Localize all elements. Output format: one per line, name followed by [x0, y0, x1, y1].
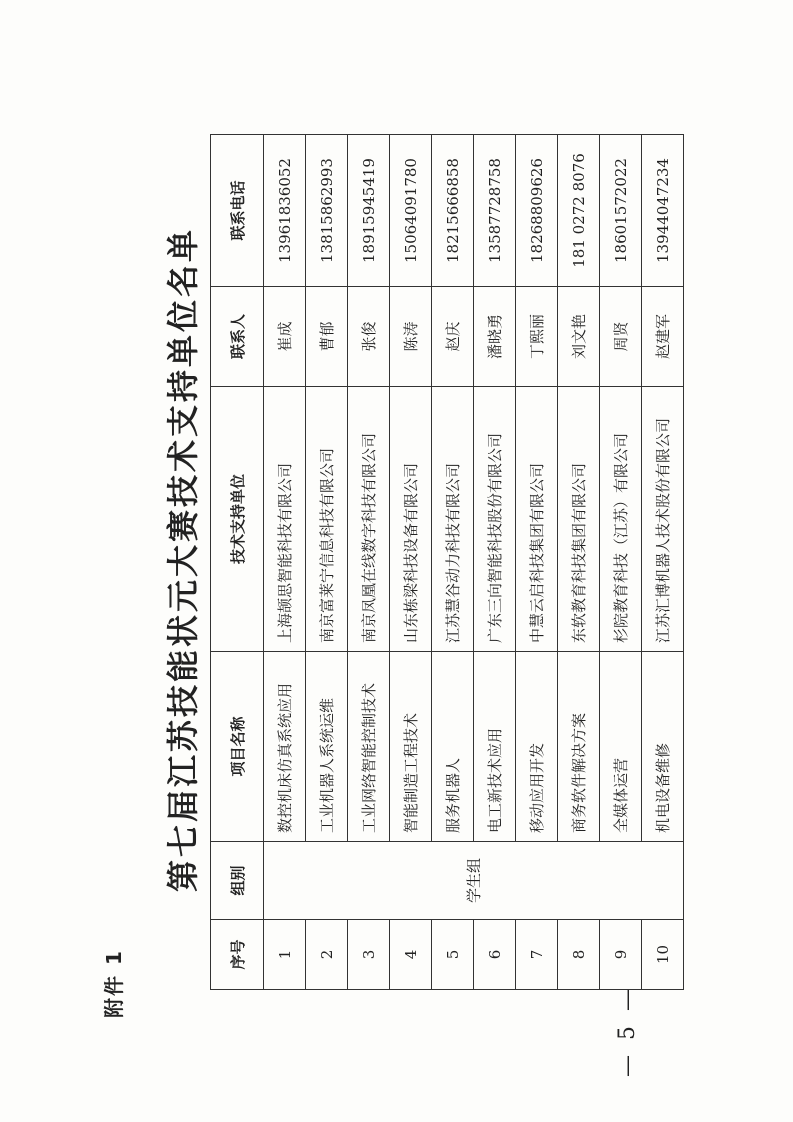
row-contact: 赵建军: [642, 287, 684, 387]
row-no: 5: [432, 920, 474, 990]
row-project: 工业网络智能控制技术: [348, 652, 390, 842]
page-number: — 5 —: [615, 985, 640, 1077]
row-phone: 18215666858: [432, 135, 474, 287]
row-unit: 南京凤凰在线数字科技有限公司: [348, 387, 390, 652]
row-contact: 崔成: [264, 287, 306, 387]
row-unit: 江苏汇博机器人技术股份有限公司: [642, 387, 684, 652]
row-project: 数控机床仿真系统应用: [264, 652, 306, 842]
row-project: 全媒体运营: [600, 652, 642, 842]
support-units-table: [210, 134, 684, 990]
row-project: 智能制造工程技术: [390, 652, 432, 842]
header-phone: 联系电话: [211, 135, 264, 287]
row-unit: 广东三向智能科技股份有限公司: [474, 387, 516, 652]
row-unit: 杉院教育科技（江苏）有限公司: [600, 387, 642, 652]
row-no: 3: [348, 920, 390, 990]
row-contact: 周贤: [600, 287, 642, 387]
row-contact: 陈涛: [390, 287, 432, 387]
row-no: 4: [390, 920, 432, 990]
header-contact: 联系人: [211, 287, 264, 387]
row-no: 9: [600, 920, 642, 990]
row-unit: 上海颉思智能科技有限公司: [264, 387, 306, 652]
row-no: 6: [474, 920, 516, 990]
row-phone: 13815862993: [306, 135, 348, 287]
row-project: 商务软件解决方案: [558, 652, 600, 842]
row-no: 7: [516, 920, 558, 990]
row-phone: 13944047234: [642, 135, 684, 287]
row-unit: 山东栋梁科技设备有限公司: [390, 387, 432, 652]
row-project: 机电设备维修: [642, 652, 684, 842]
header-no: 序号: [211, 920, 264, 990]
row-phone: 13587728758: [474, 135, 516, 287]
row-phone: 18601572022: [600, 135, 642, 287]
row-contact: 赵庆: [432, 287, 474, 387]
row-no: 10: [642, 920, 684, 990]
row-project: 移动应用开发: [516, 652, 558, 842]
row-phone: 18268809626: [516, 135, 558, 287]
table-row: [264, 135, 306, 990]
attachment-label: 附件 1: [102, 949, 126, 1018]
header-unit: 技术支持单位: [211, 387, 264, 652]
row-project: 服务机器人: [432, 652, 474, 842]
row-phone: 13961836052: [264, 135, 306, 287]
row-contact: 张俊: [348, 287, 390, 387]
row-unit: 南京富莱宁信息科技有限公司: [306, 387, 348, 652]
row-no: 8: [558, 920, 600, 990]
row-contact: 丁熙丽: [516, 287, 558, 387]
row-unit: 中慧云启科技集团有限公司: [516, 387, 558, 652]
header-group: 组别: [211, 842, 264, 920]
row-contact: 刘文艳: [558, 287, 600, 387]
group-cell: 学生组: [264, 842, 684, 920]
row-contact: 曹郁: [306, 287, 348, 387]
row-no: 1: [264, 920, 306, 990]
row-phone: 15064091780: [390, 135, 432, 287]
row-project: 工业机器人系统运维: [306, 652, 348, 842]
row-phone: 18915945419: [348, 135, 390, 287]
row-phone: 181 0272 8076: [558, 135, 600, 287]
page-title: 第七届江苏技能状元大赛技术支持单位名单: [164, 226, 202, 892]
row-project: 电工新技术应用: [474, 652, 516, 842]
row-contact: 潘晓勇: [474, 287, 516, 387]
row-unit: 江苏慧谷动力科技有限公司: [432, 387, 474, 652]
header-project: 项目名称: [211, 652, 264, 842]
table-header-row: [211, 135, 264, 990]
row-no: 2: [306, 920, 348, 990]
row-unit: 东软教育科技集团有限公司: [558, 387, 600, 652]
